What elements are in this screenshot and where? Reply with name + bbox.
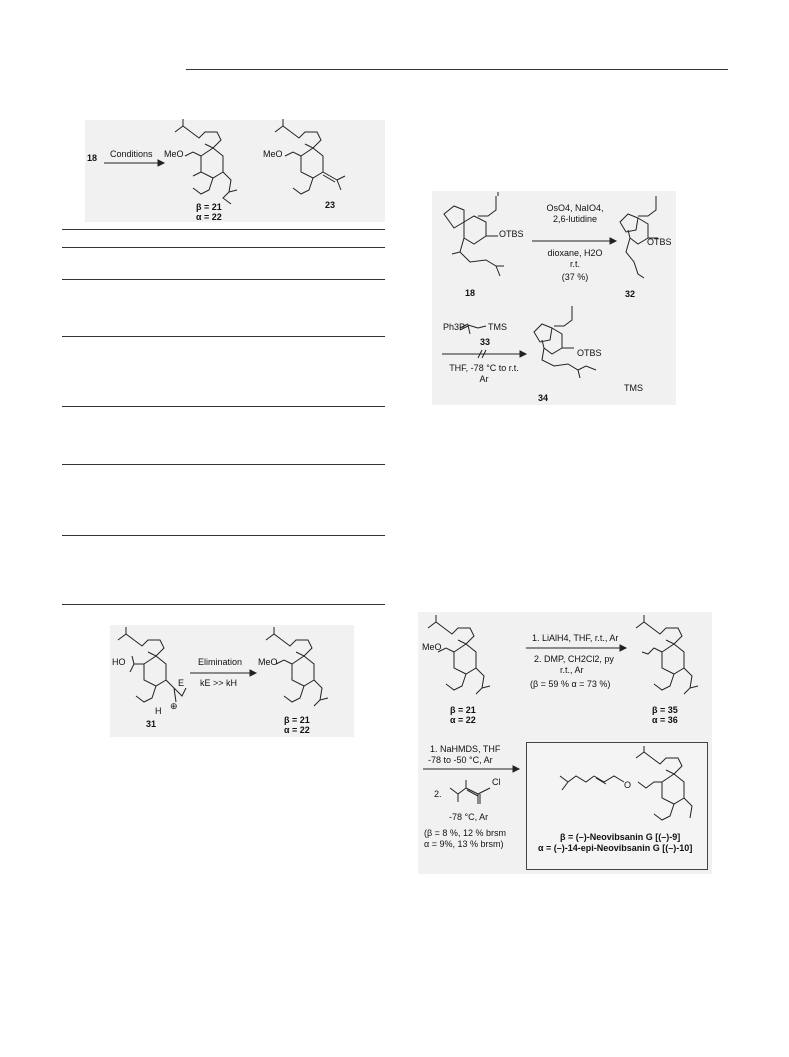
scheme2-reaction-arrow	[190, 670, 256, 678]
scheme4-p1-beta: β = 35	[652, 705, 678, 715]
scheme1-product-a-beta: β = 21	[196, 202, 222, 212]
table-rule-4	[62, 406, 385, 407]
scheme3-p2-label: 34	[538, 393, 549, 403]
scheme3-p1-group: OTBS	[647, 237, 672, 247]
scheme4-step1-yield: (β = 59 % α = 73 %)	[530, 679, 611, 689]
table-rule-3	[62, 336, 385, 337]
scheme2-product-structure	[258, 626, 348, 716]
table-rule-1	[62, 247, 385, 248]
condition-line: THF, -78 °C to r.t.	[449, 363, 519, 373]
table-rule-2	[62, 279, 385, 280]
scheme4-step2-number: 2.	[434, 789, 442, 799]
scheme3-p1-label: 32	[625, 289, 636, 299]
scheme1-product-a-group: MeO	[164, 149, 184, 159]
scheme4-step1-line-2: 2. DMP, CH2Cl2, py	[534, 654, 614, 664]
scheme4-acyl-chloride-cl: Cl	[492, 777, 501, 787]
condition-line: Ar	[479, 374, 489, 384]
scheme2-reagent: Elimination	[198, 657, 243, 667]
scheme1-reaction-arrow	[104, 160, 164, 168]
scheme3-sm-group: OTBS	[499, 229, 524, 239]
table-rule-bottom	[62, 604, 385, 605]
condition-line: (37 %)	[561, 272, 589, 282]
scheme4-p1-alpha: α = 36	[652, 715, 678, 725]
scheme2-product-alpha: α = 22	[284, 725, 310, 735]
scheme1-reactant-label: 18	[87, 153, 98, 163]
final-product-alpha: α = (–)-14-epi-Neovibsanin G [(–)-10]	[538, 843, 693, 853]
scheme4-step2-arrow	[423, 766, 519, 774]
scheme2-selectivity: kE >> kH	[200, 678, 238, 688]
scheme3-step1-arrow	[532, 238, 616, 246]
table-rule-5	[62, 464, 385, 465]
scheme4-sm-alpha: α = 22	[450, 715, 476, 725]
scheme4-sm-beta: β = 21	[450, 705, 476, 715]
condition-line: dioxane, H2O	[547, 248, 603, 258]
scheme3-step2-reagent: Ph3P	[443, 322, 466, 332]
scheme2-product-beta: β = 21	[284, 715, 310, 725]
scheme4-step1-line-1: 1. LiAlH4, THF, r.t., Ar	[532, 633, 619, 643]
reagent-line: 2,6-lutidine	[552, 214, 598, 224]
final-product-beta: β = (–)-Neovibsanin G [(–)-9]	[560, 832, 681, 842]
scheme4-step2-conditions-2: (β = 8 %, 12 % brsm	[424, 828, 506, 838]
table-rule-top	[62, 229, 385, 230]
scheme2-electrophile: E	[178, 678, 185, 688]
scheme3-step2-tms: TMS	[488, 322, 507, 332]
scheme4-sm-group: MeO	[422, 642, 442, 652]
scheme4-step1-arrow	[526, 645, 626, 653]
scheme3-ylide-structure	[458, 320, 490, 336]
scheme4-step2-line-1: 1. NaHMDS, THF	[430, 744, 501, 754]
scheme4-step2-line-2: -78 to -50 °C, Ar	[428, 755, 493, 765]
scheme4-step2-conditions-3: α = 9%, 13 % brsm)	[424, 839, 504, 849]
scheme3-step1-reagents	[532, 203, 618, 225]
scheme1-product-b-group: MeO	[263, 149, 283, 159]
scheme2-cation: ⊕	[170, 701, 178, 711]
scheme2-reactant-group: HO	[112, 657, 126, 667]
scheme3-p2-group: OTBS	[577, 348, 602, 358]
page-header-rule	[186, 69, 728, 70]
scheme2-product-group: MeO	[258, 657, 278, 667]
scheme4-step2-conditions-1: -78 °C, Ar	[449, 812, 489, 822]
scheme4-step1-line-3: r.t., Ar	[560, 665, 584, 675]
scheme1-product-a-structure	[165, 118, 245, 208]
scheme4-p1-structure	[628, 614, 712, 706]
scheme4-sm-structure	[420, 614, 516, 706]
final-product-ester-o: O	[624, 780, 632, 790]
scheme3-p2-structure	[526, 304, 626, 378]
scheme3-step2-conditions	[436, 363, 532, 385]
scheme3-p2-tms: TMS	[624, 383, 643, 393]
scheme3-step2-arrow-blocked	[442, 350, 526, 360]
scheme3-sm-label: 18	[465, 288, 476, 298]
scheme3-step2-reagent-label: 33	[480, 337, 491, 347]
condition-line: r.t.	[569, 259, 580, 269]
table-rule-6	[62, 535, 385, 536]
scheme1-conditions-label: Conditions	[110, 149, 153, 159]
scheme1-product-a-alpha: α = 22	[196, 212, 222, 222]
final-product-structure	[548, 746, 698, 826]
reagent-line: OsO4, NaIO4,	[546, 203, 604, 213]
scheme3-step1-conditions	[532, 248, 618, 283]
scheme2-hydrogen: H	[155, 706, 162, 716]
scheme2-reactant-label: 31	[146, 719, 157, 729]
scheme1-product-b-label: 23	[325, 200, 336, 210]
